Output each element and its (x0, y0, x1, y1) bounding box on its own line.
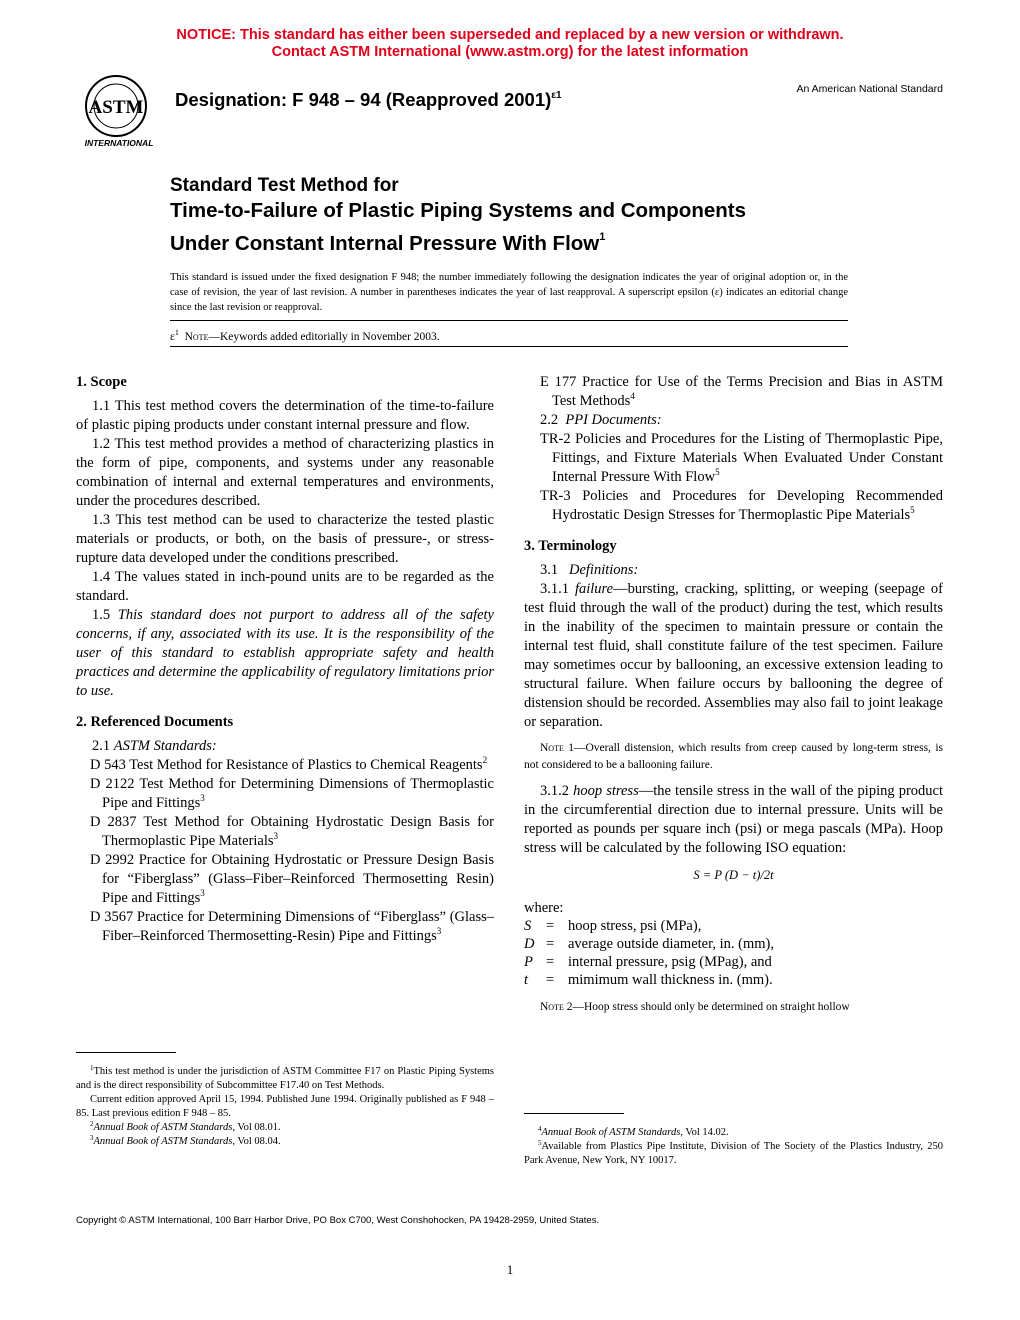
variable-definition: P = internal pressure, psig (MPag), and (524, 954, 772, 970)
left-column (76, 373, 494, 946)
note-1: Note 1—Overall distension, which results from creep caused by long-term stress, is not considered to be a ballooning failure. (524, 742, 943, 771)
safety-caveat: This standard does not purport to address all of the safety concerns, if any, associated with its use. It is the responsibility of the user of this standard to establish appropriate safety and health practices and determine the applicability of regulatory limitations prior to use. (76, 607, 494, 699)
withdrawal-notice (0, 27, 1020, 61)
issuance-statement: This standard is issued under the fixed designation F 948; the number immediately following the designation indicates the year of original adoption or, in the case of revision, the year of last revision. A number in parentheses indicates the year of last reapproval. A superscript epsilon (ε) indicates an editorial change since the last revision or reapproval. (170, 272, 848, 313)
notice-line-2: Contact ASTM International (www.astm.org) for the latest information (271, 44, 749, 60)
footnote-rule (76, 1052, 176, 1053)
footnote-4: $^4$Annual Book of ASTM Standards, Vol 14.02. (538, 1125, 729, 1138)
logo-subtext: INTERNATIONAL (84, 138, 154, 148)
right-column (524, 373, 943, 1016)
footnotes-right (524, 1126, 943, 1168)
footnotes-left (76, 1065, 494, 1149)
footnote-1: $^1$This test method is under the jurisdiction of ASTM Committee F17 on Plastic Piping Systems and is the direct responsibility of Subcommittee F17.40 on Test Methods. (76, 1064, 494, 1091)
designation (175, 89, 562, 111)
paragraph-2-1: 2.1 ASTM Standards: (92, 738, 217, 754)
logo-wordmark: ASTM (88, 97, 144, 118)
reference-item: D 2837 Test Method for Obtaining Hydrostatic Design Basis for Thermoplastic Pipe Materials$^3$ (90, 814, 494, 849)
variable-definition: t = mimimum wall thickness in. (mm). (524, 972, 773, 988)
footnote-rule (524, 1113, 624, 1114)
copyright-line: Copyright © ASTM International, 100 Barr Harbor Drive, PO Box C700, West Conshohocken, PA 19428-2959, United States. (76, 1215, 600, 1226)
footnote-1-edition: Current edition approved April 15, 1994. Published June 1994. Originally published as F 948 – 85. Last previous edition F 948 – 85. (76, 1094, 494, 1119)
document-title (170, 174, 870, 257)
american-national-standard-label: An American National Standard (796, 83, 943, 95)
reference-item: D 543 Test Method for Resistance of Plastics to Chemical Reagents$^2$ (90, 755, 488, 773)
variable-definition: D = average outside diameter, in. (mm), (524, 936, 774, 952)
designation-text: Designation: F 948 – 94 (Reapproved 2001) (175, 89, 552, 110)
notice-line-1: NOTICE: This standard has either been superseded and replaced by a new version or withdrawn. (176, 27, 844, 43)
paragraph-1-1: 1.1 This test method covers the determination of the time-to-failure of plastic piping products under constant internal pressure and flow. (76, 398, 494, 433)
ppi-document-item: TR-3 Policies and Procedures for Developing Recommended Hydrostatic Design Stresses for Thermoplastic Pipe Materials$^5$ (540, 488, 943, 523)
footnote-2: $^2$Annual Book of ASTM Standards, Vol 08.01. (90, 1120, 281, 1133)
section-heading-referenced-documents: 2. Referenced Documents (76, 714, 234, 730)
paragraph-3-1: 3.1 Definitions: (540, 562, 639, 578)
reference-item: D 3567 Practice for Determining Dimensions of “Fiberglass” (Glass–Fiber–Reinforced Thermosetting-Resin) Pipe and Fittings$^3$ (90, 909, 494, 944)
paragraph-3-1-2: 3.1.2 hoop stress—the tensile stress in the wall of the piping product in the circumferential direction due to internal pressure. Units will be reported as pounds per square inch (psi) or mega pascals (MPa). Hoop stress will be calculated by the following ISO equation: (524, 783, 944, 856)
term-failure: failure (574, 581, 614, 597)
editorial-note (170, 328, 440, 343)
title-footnote-ref: 1 (599, 231, 606, 243)
term-hoop-stress: hoop stress (573, 783, 639, 799)
reference-item: E 177 Practice for Use of the Terms Precision and Bias in ASTM Test Methods$^4$ (540, 374, 943, 409)
reference-item: D 2992 Practice for Obtaining Hydrostatic or Pressure Design Basis for “Fiberglass” (Glass–Fiber–Reinforced Thermosetting Resin) Pipe and Fittings$^3$ (90, 852, 494, 906)
note-2: Note 2—Hoop stress should only be determined on straight hollow (540, 1001, 850, 1013)
title-line-1: Standard Test Method for (170, 175, 399, 196)
footnote-3: $^3$Annual Book of ASTM Standards, Vol 08.04. (90, 1134, 281, 1147)
variable-definition: S = hoop stress, psi (MPa), (524, 918, 702, 934)
paragraph-1-2: 1.2 This test method provides a method of characterizing plastics in the form of pipe, components, and systems under any reasonable combination of internal and external temperatures and environments, under the procedures described. (76, 436, 494, 509)
section-heading-scope: 1. Scope (76, 374, 127, 390)
paragraph-3-1-1: 3.1.1 failure—bursting, cracking, splitting, or weeping (seepage of test fluid through the wall of the product) during the test, which results in the inability of the specimen to maintain pressure or contain the internal test fluid, shall constitute failure of the test specimen. Failure may sometimes occur by ballooning, an excessive extension leading to structural failure. When failure occurs by ballooning the degree of distension should be recorded. Assemblies may also fail to joint leakage or separation. (524, 581, 943, 730)
footnote-5: $^5$Available from Plastics Pipe Institute, Division of The Society of the Plastics Industry, 250 Park Avenue, New York, NY 10017. (524, 1139, 943, 1166)
editorial-note-label: Note (184, 331, 209, 343)
paragraph-2-2: 2.2 PPI Documents: (540, 412, 662, 428)
hoop-stress-equation: S = P (D − t)/2t (693, 868, 774, 882)
astm-logo (76, 72, 162, 148)
editorial-note-text: —Keywords added editorially in November 2003. (208, 331, 440, 343)
divider (170, 346, 848, 347)
epsilon-mark: ε (170, 331, 175, 343)
designation-epsilon: ε1 (551, 90, 562, 101)
title-line-3: Under Constant Internal Pressure With Flow$^1$ (170, 231, 606, 255)
paragraph-1-3: 1.3 This test method can be used to characterize the tested plastic materials or products, or both, on the basis of pressure-, or stress-rupture data developed under the conditions prescribed. (76, 512, 494, 566)
reference-item: D 2122 Test Method for Determining Dimensions of Thermoplastic Pipe and Fittings$^3$ (90, 776, 494, 811)
where-label: where: (524, 900, 564, 916)
paragraph-1-5: 1.5 This standard does not purport to address all of the safety concerns, if any, associated with its use. It is the responsibility of the user of this standard to establish appropriate safety and health practices and determine the applicability of regulatory limitations prior to use. (76, 607, 494, 699)
divider (170, 320, 848, 321)
epsilon-number: 1 (174, 328, 179, 337)
page-number: 1 (506, 1262, 514, 1277)
paragraph-1-4: 1.4 The values stated in inch-pound units are to be regarded as the standard. (76, 569, 494, 604)
title-line-2: Time-to-Failure of Plastic Piping Systems and Components (170, 199, 746, 222)
section-heading-terminology: 3. Terminology (524, 538, 617, 554)
ppi-document-item: TR-2 Policies and Procedures for the Listing of Thermoplastic Pipe, Fittings, and Fixture Materials When Evaluated Under Constant Internal Pressure With Flow$^5$ (540, 431, 943, 485)
